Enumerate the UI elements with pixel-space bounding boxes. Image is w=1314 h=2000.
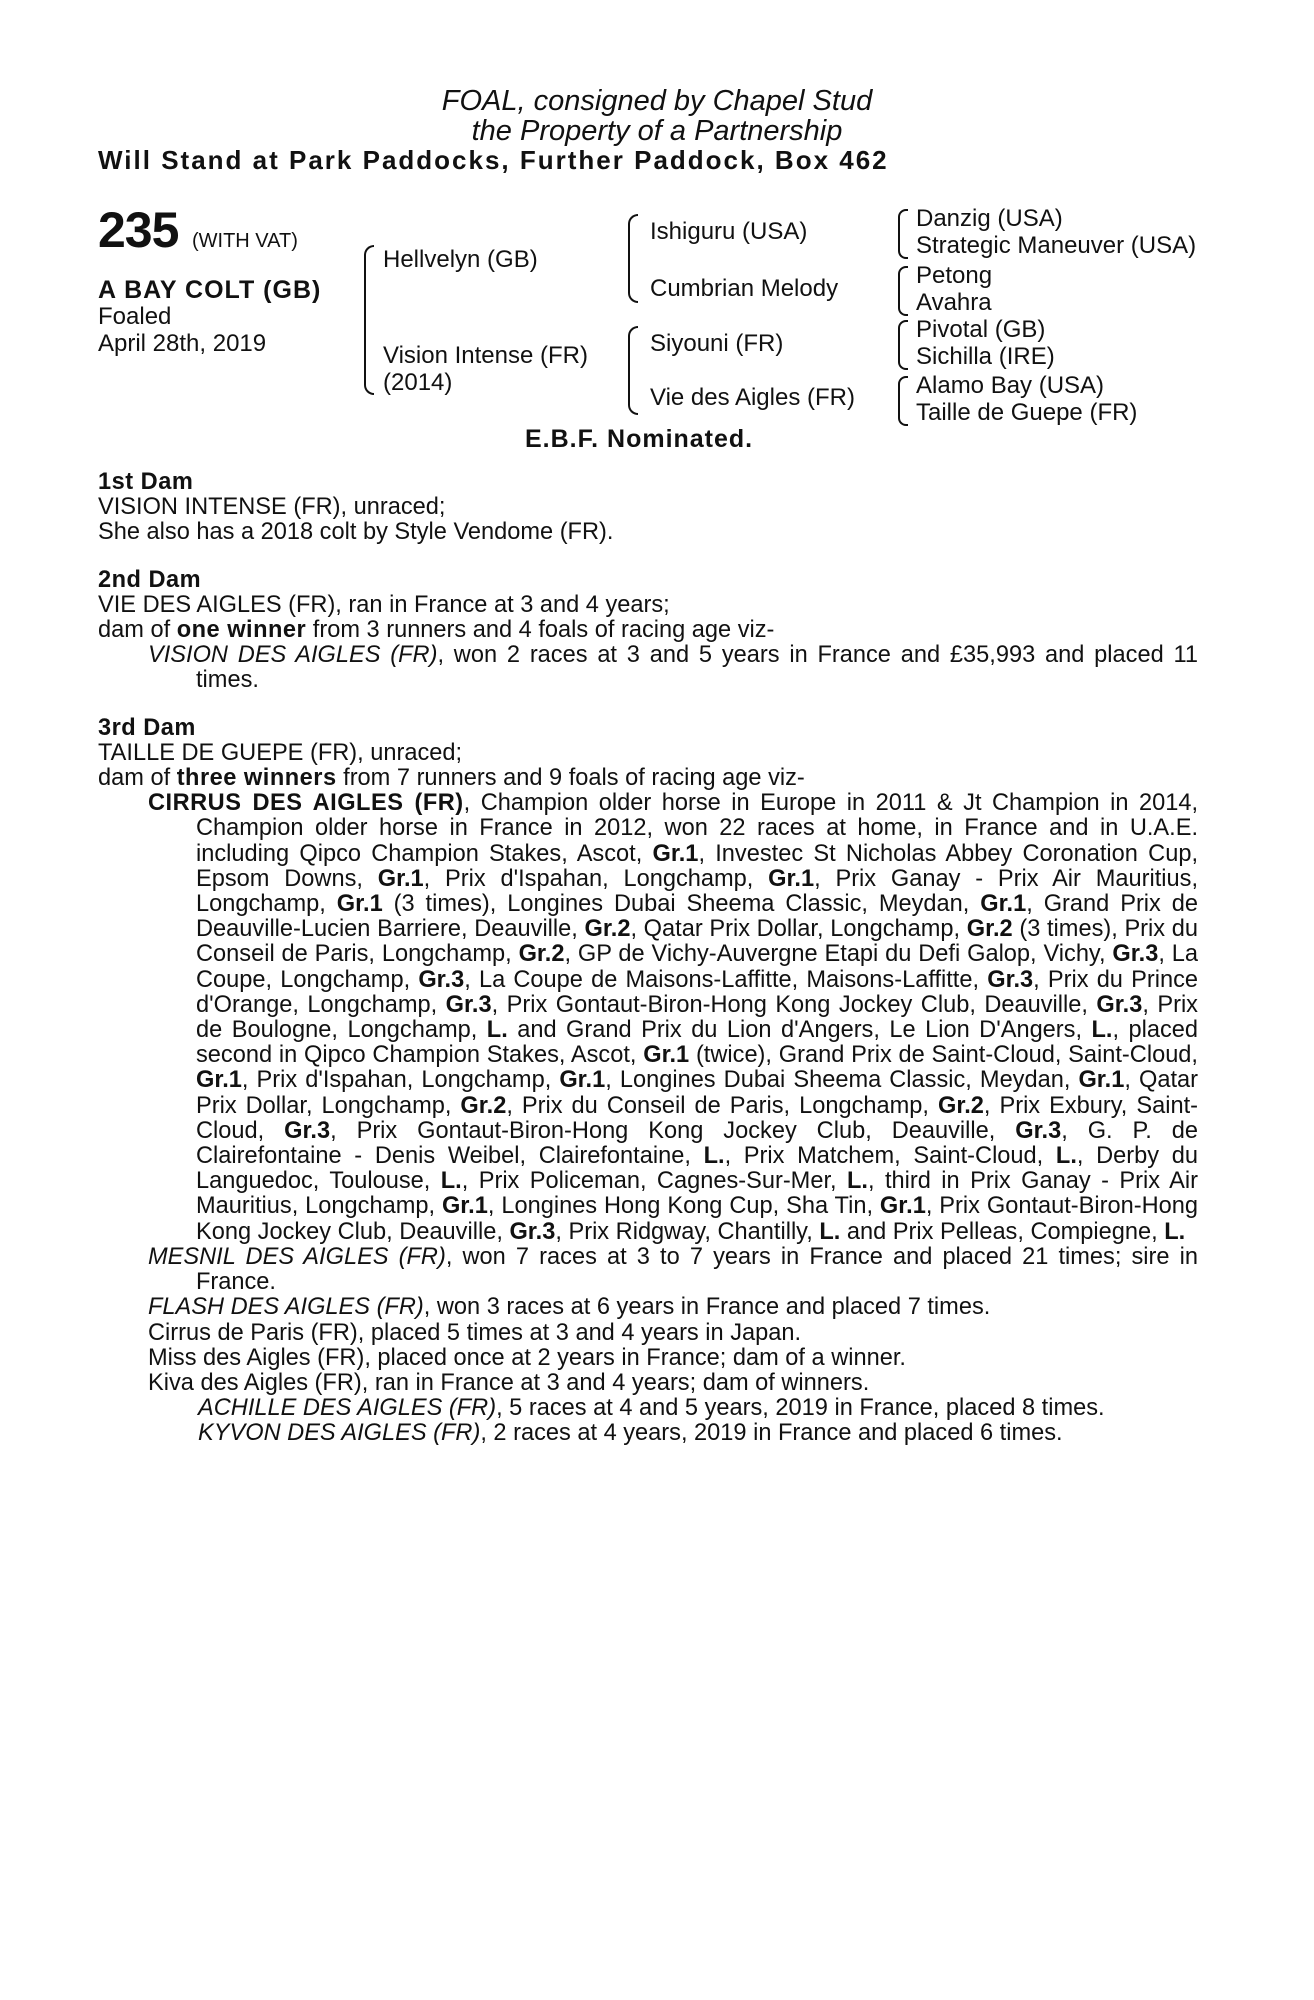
grand-progeny-entry: KYVON DES AIGLES (FR), 2 races at 4 years, 2019 in France and placed 6 times. [198,1420,1063,1447]
dam-line: dam of one winner from 3 runners and 4 foals of racing age viz- [98,617,775,644]
progeny-entry-cirrus: CIRRUS DES AIGLES (FR), Champion older horse in Europe in 2011 & Jt Champion in 2014, Champion older horse in France in 2012, won 22 races at home, in France and in U.A.E. including Qipco Champion Stakes, Ascot, Gr.1, Investec St Nicholas Abbey Coronation Cup, Epsom Downs, Gr.1, Prix d'Ispahan, Longchamp, Gr.1, Prix Ganay - Prix Air Mauritius, Longchamp, Gr.1 (3 times), Longines Dubai Sheema Classic, Meydan, Gr.1, Grand Prix de Deauville-Lucien Barriere, Deauville, Gr.2, Qatar Prix Dollar, Longchamp, Gr.2 (3 times), Prix du Conseil de Paris, Longchamp, Gr.2, GP de Vichy-Auvergne Etapi du Defi Galop, Vichy, Gr.3, La Coupe, Longchamp, Gr.3, La Coupe de Maisons-Laffitte, Maisons-Laffitte, Gr.3, Prix du Prince d'Orange, Longchamp, Gr.3, Prix Gontaut-Biron-Hong Kong Jockey Club, Deauville, Gr.3, Prix de Boulogne, Longchamp, L. and Grand Prix du Lion d'Angers, Le Lion D'Angers, L., placed second in Qipco Champion Stakes, Ascot, Gr.1 (twice), Grand Prix de Saint-Cloud, Saint-Cloud, Gr.1, Prix d'Ispahan, Longchamp, Gr.1, Longines Dubai Sheema Classic, Meydan, Gr.1, Qatar Prix Dollar, Longchamp, Gr.2, Prix du Conseil de Paris, Longchamp, Gr.2, Prix Exbury, Saint-Cloud, Gr.3, Prix Gontaut-Biron-Hong Kong Jockey Club, Deauville, Gr.3, G. P. de Clairefontaine - Denis Weibel, Clairefontaine, L., Prix Matchem, Saint-Cloud, L., Derby du Languedoc, Toulouse, L., Prix Policeman, Cagnes-Sur-Mer, L., third in Prix Ganay - Prix Air Mauritius, Longchamp, Gr.1, Longines Hong Kong Cup, Sha Tin, Gr.1, Prix Gontaut-Biron-Hong Kong Jockey Club, Deauville, Gr.3, Prix Ridgway, Chantilly, L. and Prix Pelleas, Compiegne, L. [148,790,1199,1245]
foaled-label: Foaled [98,303,172,330]
progeny-entry: MESNIL DES AIGLES (FR), won 7 races at 3 to 7 years in France and placed 21 times; sire in France. [148,1243,1199,1296]
section-heading: 1st Dam [98,469,194,495]
progeny-entry: Kiva des Aigles (FR), ran in France at 3 and 4 years; dam of winners. [148,1369,870,1396]
dam: Vision Intense (FR) [383,342,588,369]
grandsire-4: Alamo Bay (USA) [916,372,1105,399]
granddam-4: Taille de Guepe (FR) [916,399,1138,426]
lot-number: 235 [98,202,179,258]
grand-progeny-entry: ACHILLE DES AIGLES (FR), 5 races at 4 and 5 years, 2019 in France, placed 8 times. [198,1395,1105,1422]
dam-line: TAILLE DE GUEPE (FR), unraced; [98,739,463,766]
dam-sire: Siyouni (FR) [650,330,784,357]
section-heading: 3rd Dam [98,714,196,741]
ebf-nomination: E.B.F. Nominated. [525,425,754,453]
horse-description: A BAY COLT (GB) [98,276,322,304]
foaled-info [98,303,266,357]
produce-record [98,470,1198,1447]
granddam-3: Sichilla (IRE) [916,343,1055,370]
second-dam-section [98,568,1198,694]
dam-line: She also has a 2018 colt by Style Vendome (FR). [98,519,614,546]
dam-line: VIE DES AIGLES (FR), ran in France at 3 and 4 years; [98,591,670,618]
stabling-line: Will Stand at Park Paddocks, Further Paddock, Box 462 [98,145,889,175]
dam-year: (2014) [383,369,453,396]
foaled-date: April 28th, 2019 [98,330,267,357]
progeny-entry: Miss des Aigles (FR), placed once at 2 years in France; dam of a winner. [148,1344,906,1371]
vat-note: (WITH VAT) [192,230,298,252]
sire-sire: Ishiguru (USA) [650,218,808,245]
dam-line: dam of three winners from 7 runners and 9 foals of racing age viz- [98,765,805,792]
sire-dam: Cumbrian Melody [650,275,839,302]
consignor-line: FOAL, consigned by Chapel Stud [441,85,873,117]
progeny-entry: VISION DES AIGLES (FR), won 2 races at 3 and 5 years in France and £35,993 and placed 11 times. [148,642,1198,694]
section-heading: 2nd Dam [98,566,202,593]
pedigree-brace [898,376,908,426]
grandsire-2: Petong [916,262,993,289]
dam-line: VISION INTENSE (FR), unraced; [98,494,446,521]
pedigree-brace [628,326,638,415]
pedigree-brace [628,214,638,303]
progeny-entry: FLASH DES AIGLES (FR), won 3 races at 6 years in France and placed 7 times. [148,1294,991,1321]
first-dam-section [98,470,1198,546]
pedigree-brace [898,320,908,370]
third-dam-section [98,716,1198,1447]
pedigree-brace [898,266,908,316]
grandsire-3: Pivotal (GB) [916,316,1046,343]
granddam-2: Avahra [916,289,992,316]
sire: Hellvelyn (GB) [383,246,538,273]
dam-dam: Vie des Aigles (FR) [650,384,855,411]
property-line: the Property of a Partnership [471,115,843,147]
granddam-1: Strategic Maneuver (USA) [916,232,1197,259]
pedigree-brace [898,209,908,259]
pedigree-brace [364,245,374,395]
progeny-entry: Cirrus de Paris (FR), placed 5 times at 3 and 4 years in Japan. [148,1319,802,1346]
grandsire-1: Danzig (USA) [916,205,1063,232]
